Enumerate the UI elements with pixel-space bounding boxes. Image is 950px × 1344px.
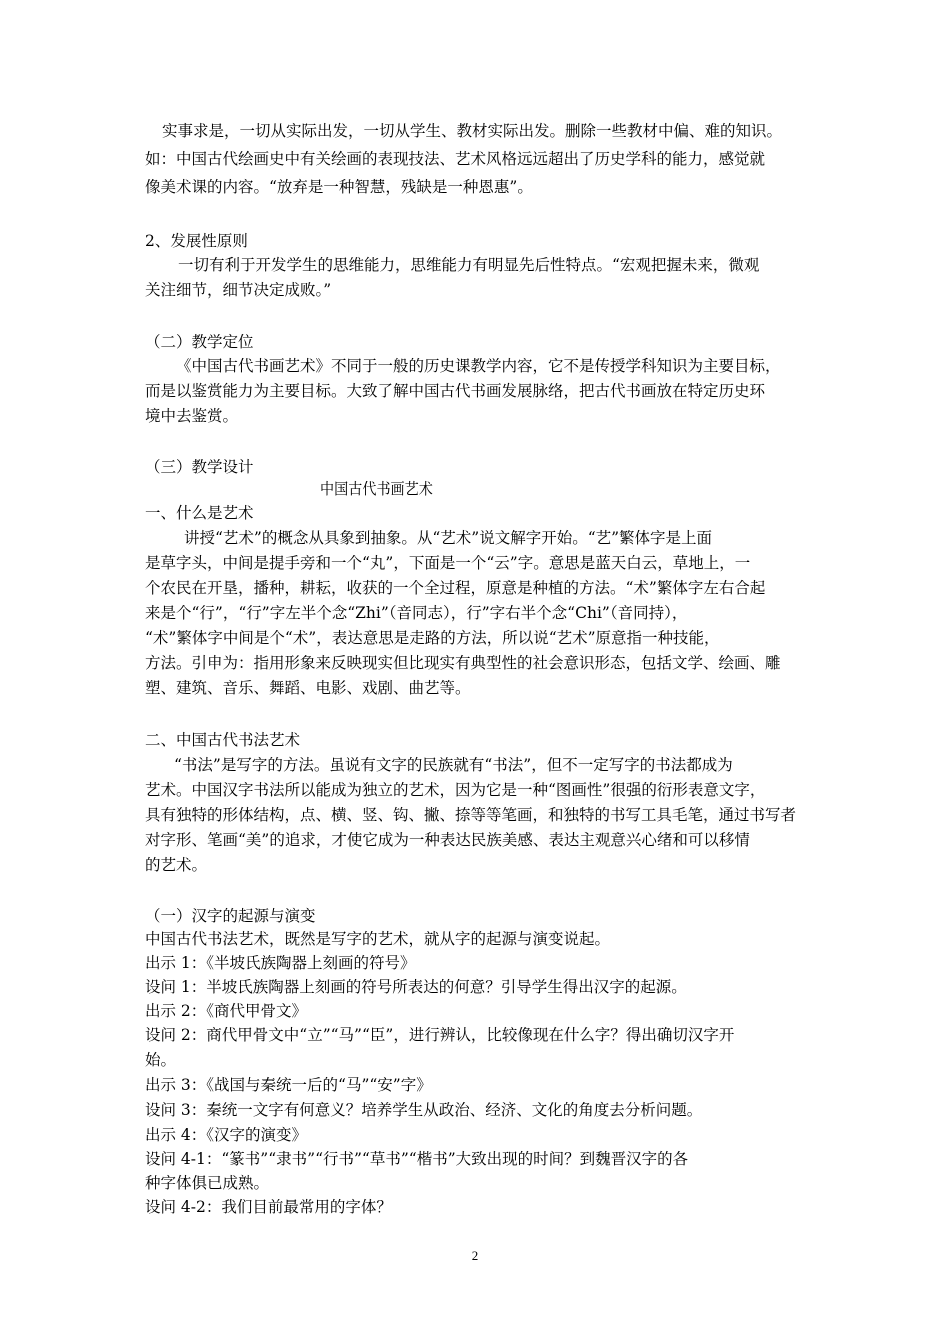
paragraph-line: 一切有利于开发学生的思维能力，思维能力有明显先后性特点。“宏观把握未来，微观 (178, 256, 760, 274)
paragraph-line: 如：中国古代绘画史中有关绘画的表现技法、艺术风格远远超出了历史学科的能力，感觉就 (145, 150, 766, 168)
paragraph-line: 塑、建筑、音乐、舞蹈、电影、戏剧、曲艺等。 (145, 679, 471, 697)
paragraph-line: 对字形、笔画“美”的追求，才使它成为一种表达民族美感、表达主观意兴心绪和可以移情 (145, 831, 750, 849)
paragraph-line: 来是个“行”，“行”字左半个念“Zhi”（音同志），行”字右半个念“Chi”（音同持）， (145, 604, 688, 622)
paragraph-line: 具有独特的形体结构，点、横、竖、钩、撇、捺等等笔画，和独特的书写工具毛笔，通过书写者 (145, 806, 797, 824)
section-heading: 二、中国古代书法艺术 (145, 731, 301, 749)
section-heading: （一）汉字的起源与演变 (145, 907, 316, 925)
paragraph-line: 讲授“艺术”的概念从具象到抽象。从“艺术”说文解字开始。“艺”繁体字是上面 (184, 529, 713, 547)
paragraph-line: 境中去鉴赏。 (145, 407, 239, 425)
paragraph-line: 的艺术。 (145, 856, 208, 874)
paragraph-line: 像美术课的内容。“放弃是一种智慧，残缺是一种恩惠”。 (145, 178, 533, 196)
paragraph-line: 个农民在开垦，播种，耕耘，收获的一个全过程，原意是种植的方法。“术”繁体字左右合起 (145, 579, 766, 597)
paragraph-line: 艺术。中国汉字书法所以能成为独立的艺术，因为它是一种“图画性”很强的衍形表意文字， (145, 781, 766, 799)
paragraph-line: 中国古代书法艺术，既然是写字的艺术，就从字的起源与演变说起。 (145, 930, 611, 948)
list-item: 设问 2：商代甲骨文中“立”“马”“臣”，进行辨认，比较像现在什么字？得出确切汉字开 (145, 1026, 735, 1044)
list-item: 出示 4：《汉字的演变》 (145, 1126, 308, 1144)
list-item: 设问 4-1：“篆书”“隶书”“行书”“草书”“楷书”大致出现的时间？到魏晋汉字的各 (145, 1150, 689, 1168)
document-title: 中国古代书画艺术 (320, 480, 433, 498)
paragraph-line: “书法”是写字的方法。虽说有文字的民族就有“书法”，但不一定写字的书法都成为 (174, 756, 733, 774)
paragraph-line: 《中国古代书画艺术》不同于一般的历史课教学内容，它不是传授学科知识为主要目标， (176, 357, 781, 375)
paragraph-line: 实事求是，一切从实际出发，一切从学生、教材实际出发。删除一些教材中偏、难的知识。 (162, 122, 783, 140)
paragraph-line: 关注细节，细节决定成败。” (145, 281, 332, 299)
list-item: 设问 1：半坡氏族陶器上刻画的符号所表达的何意？引导学生得出汉字的起源。 (145, 978, 687, 996)
section-heading: 一、什么是艺术 (145, 504, 254, 522)
list-item: 出示 1：《半坡氏族陶器上刻画的符号》 (145, 954, 416, 972)
list-item: 种字体俱已成熟。 (145, 1174, 270, 1192)
paragraph-line: 方法。引申为：指用形象来反映现实但比现实有典型性的社会意识形态，包括文学、绘画、雕 (145, 654, 781, 672)
list-item: 设问 3：秦统一文字有何意义？培养学生从政治、经济、文化的角度去分析问题。 (145, 1101, 703, 1119)
list-item: 始。 (145, 1051, 177, 1069)
list-item: 出示 2：《商代甲骨文》 (145, 1002, 308, 1020)
page-number: 2 (471, 1248, 479, 1263)
list-item: 出示 3：《战国与秦统一后的“马”“安”字》 (145, 1076, 432, 1094)
section-heading: 2、发展性原则 (145, 232, 248, 250)
paragraph-line: 是草字头，中间是提手旁和一个“丸”，下面是一个“云”字。意思是蓝天白云，草地上，一 (145, 554, 751, 572)
section-heading: （二）教学定位 (145, 333, 254, 351)
paragraph-line: 而是以鉴赏能力为主要目标。大致了解中国古代书画发展脉络，把古代书画放在特定历史环 (145, 382, 766, 400)
list-item: 设问 4-2：我们目前最常用的字体？ (145, 1198, 392, 1216)
paragraph-line: “术”繁体字中间是个“术”，表达意思是走路的方法，所以说“艺术”原意指一种技能， (145, 629, 720, 647)
section-heading: （三）教学设计 (145, 458, 254, 476)
